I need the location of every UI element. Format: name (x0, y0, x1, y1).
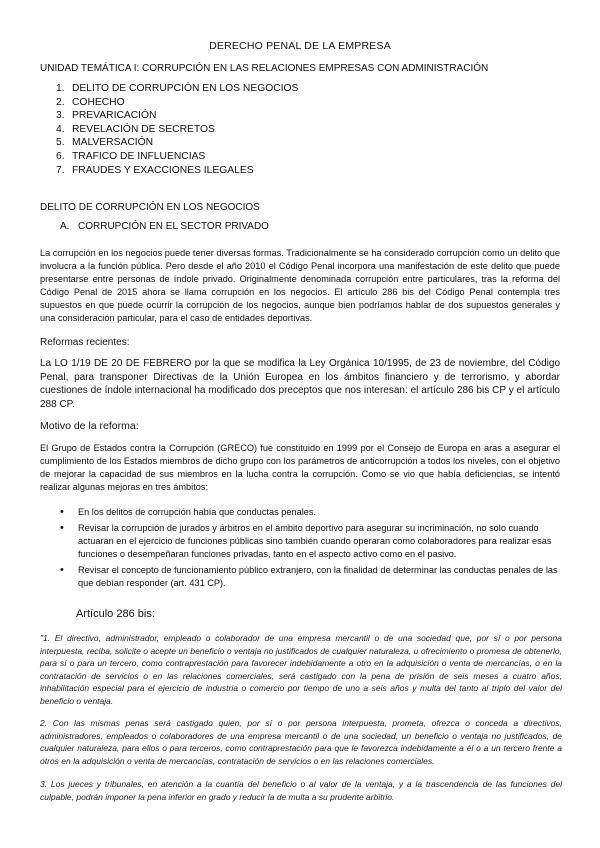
subsection-label: A. (60, 221, 70, 232)
topic-number: 5. (56, 137, 65, 149)
article-quote-2: 2. Con las mismas penas será castigado quien, por sí o por persona interpuesta, prometa, ofrezca o conceda a directivos, administradores, empleados o colaboradores de una empresa mercantil o de una sociedad, un beneficio o ventaja no justificados, de cualquier naturaleza, para ellos o para terceros, como contraprestación para que le favorezca indebidamente a él o a un tercero frente a otros en la adquisición o venta de mercancías, contratación de servicios o en las relaciones comerciales. (40, 718, 562, 766)
article-heading: Artículo 286 bis: (76, 608, 155, 620)
reforms-heading: Reformas recientes: (40, 337, 130, 348)
article-quote-1: "1. El directivo, administrador, empleado o colaborador de una empresa mercantil o de una sociedad que, por sí o por persona interpuesta, reciba, solicite o acepte un beneficio o ventaja no justificados de cualquier naturaleza, u ofrecimiento o promesa de obtenerlo, para sí o para un tercero, como contraprestación para favorecer indebidamente a otro en la adquisición o venta de mercancías, o en la contratación de servicios o en las relaciones comerciales, será castigado con la pena de prisión de seis meses a cuatro años, inhabilitación especial para el ejercicio de industria o comercio por tiempo de uno a seis años y multa del tanto al triplo del valor del beneficio o ventaja. (40, 633, 562, 706)
article-quote-3: 3. Los jueces y tribunales, en atención a la cuantía del beneficio o al valor de la ventaja, y a la trascendencia de las funciones del culpable, podrán imponer la pena inferior en grado y reducir la de multa a su prudente arbitrio. (40, 779, 562, 802)
topic-item (56, 136, 298, 150)
topic-label: TRAFICO DE INFLUENCIAS (72, 150, 206, 162)
motive-paragraph: El Grupo de Estados contra la Corrupción (GRECO) fue constituido en 1999 por el Consejo de Europa en aras a asegurar el cumplimiento de los Estados miembros de dicho grupo con los parámetros de anticorrupción a todos los niveles, con el objetivo de mejorar la capacidad de sus miembros en la lucha contra la corrupción. Como se vio que había deficiencias, se intentó realizar algunas mejoras en tres ámbitos: (40, 443, 560, 492)
topic-item (56, 82, 298, 96)
topic-number: 6. (56, 150, 65, 162)
topic-list (56, 82, 298, 177)
reforms-paragraph: La LO 1/19 DE 20 DE FEBRERO por la que se modifica la Ley Orgánica 10/1995, de 23 de noviembre, del Código Penal, para transponer Directivas de la Unión Europea en los ámbitos financiero y de terrorismo, y abordar cuestiones de índole internacional ha modificado dos preceptos que nos interesan: el artículo 286 bis CP y el artículo 288 CP. (40, 358, 560, 410)
intro-paragraph: La corrupción en los negocios puede tener diversas formas. Tradicionalmente se ha considerado corrupción como un delito que involucra a la función pública. Pero desde el año 2010 el Código Penal incorpora una manifestación de este delito que puede presentarse entre personas de índole privado. Originalmente denominada corrupción entre particulares, tras la reforma del Código Penal de 2015 ahora se llama corrupción en los negocios. El artículo 286 bis del Código Penal contempla tres supuestos en que puede ocurrir la corrupción de los negocios, aunque bien podríamos hablar de dos supuestos generales y una consideración particular, para el caso de entidades deportivas. (40, 248, 560, 323)
topic-number: 4. (56, 123, 65, 135)
topic-label: FRAUDES Y EXACCIONES ILEGALES (72, 164, 254, 176)
improvement-list (60, 506, 560, 593)
topic-number: 3. (56, 110, 65, 122)
topic-label: MALVERSACIÓN (72, 137, 154, 149)
topic-item (56, 150, 298, 164)
topic-label: DELITO DE CORRUPCIÓN EN LOS NEGOCIOS (72, 83, 299, 94)
topic-label: REVELACIÓN DE SECRETOS (72, 123, 215, 135)
section-heading: DELITO DE CORRUPCIÓN EN LOS NEGOCIOS (40, 202, 260, 213)
list-item: • En los delitos de corrupción había que conductas penales. (60, 506, 560, 519)
subsection-title: CORRUPCIÓN EN EL SECTOR PRIVADO (78, 221, 269, 232)
subsection-heading (60, 221, 269, 232)
topic-label: PREVARICACIÓN (72, 110, 157, 122)
topic-item (56, 96, 298, 110)
topic-number: 7. (56, 164, 65, 176)
topic-item (56, 123, 298, 137)
topic-number: 1. (56, 83, 65, 94)
unit-heading: UNIDAD TEMÁTICA I: CORRUPCIÓN EN LAS RELACIONES EMPRESAS CON ADMINISTRACIÓN (40, 63, 489, 74)
list-item: • Revisar el concepto de funcionamiento público extranjero, con la finalidad de determinar las conductas penales de las que debían responder (art. 431 CP). (60, 564, 560, 590)
document-title: DERECHO PENAL DE LA EMPRESA (209, 40, 391, 52)
topic-label: COHECHO (72, 96, 125, 108)
list-item: • Revisar la corrupción de jurados y árbitros en el ámbito deportivo para asegurar su incriminación, no solo cuando actuaran en el ejercicio de funciones públicas sino también cuando operaran como colaboradores para realizar esas funciones o desempeñaran funciones privadas, tanto en el aspecto activo como en el pasivo. (60, 522, 560, 561)
topic-number: 2. (56, 96, 65, 108)
topic-item (56, 164, 298, 178)
topic-item (56, 109, 298, 123)
motive-heading: Motivo de la reforma: (40, 420, 139, 432)
